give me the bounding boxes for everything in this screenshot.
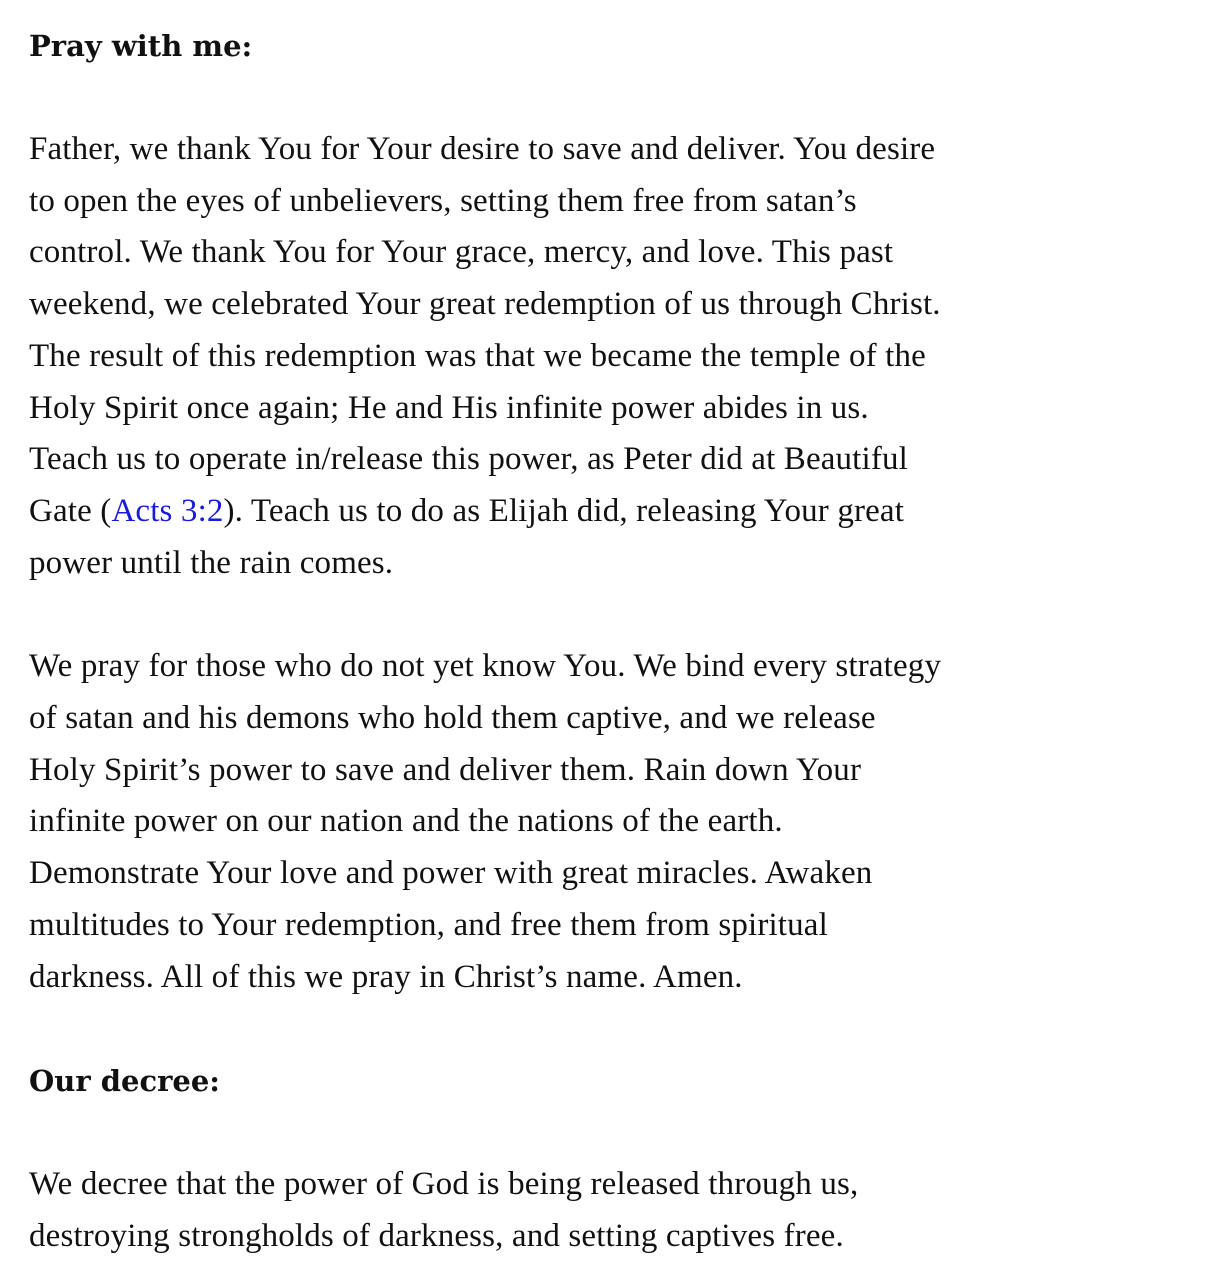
prayer-paragraph-2 (29, 641, 1194, 1003)
devotional-document (29, 20, 1194, 1263)
spacer (29, 589, 1194, 641)
prayer-line: We pray for those who do not yet know You. We bind every strategy (29, 648, 942, 685)
prayer-text: ). Teach us to do as Elijah did, releasing Your great (223, 492, 905, 529)
prayer-line: of satan and his demons who hold them captive, and we release (29, 700, 876, 737)
prayer-line: Holy Spirit’s power to save and deliver them. Rain down Your (29, 751, 862, 788)
prayer-line: The result of this redemption was that we became the temple of the (29, 337, 926, 374)
prayer-line: power until the rain comes. (29, 544, 394, 581)
decree-line: We decree that the power of God is being released through us, (29, 1166, 859, 1203)
scripture-link-acts-3-2[interactable]: Acts 3:2 (111, 492, 224, 529)
prayer-text: Gate ( (29, 492, 112, 529)
prayer-line: Father, we thank You for Your desire to save and deliver. You desire (29, 131, 936, 167)
spacer (29, 1003, 1194, 1055)
prayer-line: weekend, we celebrated Your great redemption of us through Christ. (29, 286, 941, 323)
prayer-line: Demonstrate Your love and power with great miracles. Awaken (29, 855, 873, 892)
spacer (29, 72, 1194, 124)
prayer-line: to open the eyes of unbelievers, setting them free from satan’s (29, 182, 857, 219)
prayer-line: darkness. All of this we pray in Christ’s name. Amen. (29, 958, 743, 995)
pray-with-me-heading: Pray with me: (29, 29, 253, 63)
prayer-line: Teach us to operate in/release this power, as Peter did at Beautiful (29, 441, 908, 478)
decree-line: destroying strongholds of darkness, and setting captives free. (29, 1217, 844, 1254)
prayer-line: infinite power on our nation and the nations of the earth. (29, 803, 783, 840)
prayer-line: control. We thank You for Your grace, mercy, and love. This past (29, 234, 894, 271)
prayer-line-with-link (29, 486, 1194, 538)
spacer (29, 1107, 1194, 1159)
prayer-line: multitudes to Your redemption, and free them from spiritual (29, 906, 828, 943)
prayer-paragraph-1 (29, 124, 1194, 589)
our-decree-heading: Our decree: (29, 1064, 220, 1099)
prayer-line: Holy Spirit once again; He and His infinite power abides in us. (29, 389, 869, 426)
decree-paragraph (29, 1159, 1194, 1262)
